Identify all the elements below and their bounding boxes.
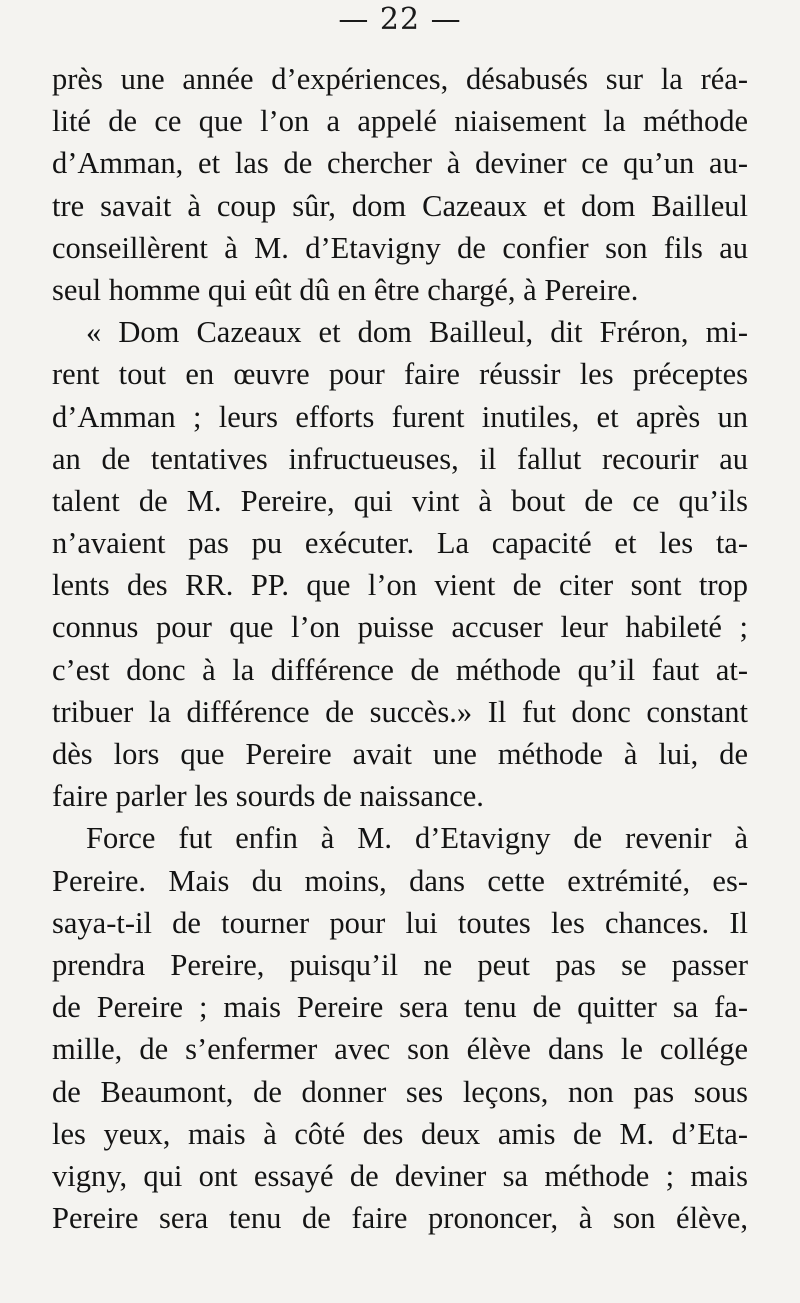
text-line: Pereire sera tenu de faire prononcer, à son élève, — [52, 1201, 748, 1236]
page-text — [52, 58, 748, 1239]
text-line: de Pereire ; mais Pereire sera tenu de quitter sa fa- — [52, 990, 748, 1025]
text-line: faire parler les sourds de naissance. — [52, 779, 484, 814]
text-line: tribuer la différence de succès.» Il fut donc constant — [52, 694, 748, 729]
text-line: an de tentatives infructueuses, il fallut recourir au — [52, 441, 748, 476]
text-line: talent de M. Pereire, qui vint à bout de ce qu’ils — [52, 483, 748, 518]
text-line: lents des RR. PP. que l’on vient de citer sont trop — [52, 568, 748, 603]
text-line: de Beaumont, de donner ses leçons, non pas sous — [52, 1074, 748, 1109]
text-line: d’Amman ; leurs efforts furent inutiles, et après un — [52, 399, 748, 434]
text-line: mille, de s’enfermer avec son élève dans le collége — [52, 1032, 748, 1067]
text-line: seul homme qui eût dû en être chargé, à Pereire. — [52, 272, 639, 307]
text-line: Pereire. Mais du moins, dans cette extrémité, es- — [52, 863, 748, 898]
text-line: les yeux, mais à côté des deux amis de M. d’Eta- — [52, 1116, 748, 1151]
text-line: connus pour que l’on puisse accuser leur habileté ; — [52, 610, 748, 645]
text-line: prendra Pereire, puisqu’il ne peut pas se passer — [52, 947, 748, 982]
text-line: dès lors que Pereire avait une méthode à lui, de — [52, 737, 748, 771]
text-line: rent tout en œuvre pour faire réussir les préceptes — [52, 357, 748, 392]
text-line: près une année d’expériences, désabusés sur la réa- — [52, 62, 748, 96]
text-line: saya-t-il de tourner pour lui toutes les chances. Il — [52, 905, 748, 940]
text-line: c’est donc à la différence de méthode qu’il faut at- — [52, 652, 748, 687]
text-line: lité de ce que l’on a appelé niaisement la méthode — [52, 104, 748, 139]
text-line: « Dom Cazeaux et dom Bailleul, dit Fréron, mi- — [86, 315, 748, 350]
text-line: d’Amman, et las de chercher à deviner ce qu’un au- — [52, 146, 748, 181]
text-line: conseillèrent à M. d’Etavigny de confier son fils au — [52, 230, 748, 265]
text-line: n’avaient pas pu exécuter. La capacité et les ta- — [52, 526, 748, 561]
text-line: vigny, qui ont essayé de deviner sa méthode ; mais — [52, 1158, 748, 1193]
text-line: Force fut enfin à M. d’Etavigny de revenir à — [86, 821, 748, 856]
text-line: tre savait à coup sûr, dom Cazeaux et dom Bailleul — [52, 188, 748, 223]
page-number: — 22 — — [338, 2, 462, 37]
